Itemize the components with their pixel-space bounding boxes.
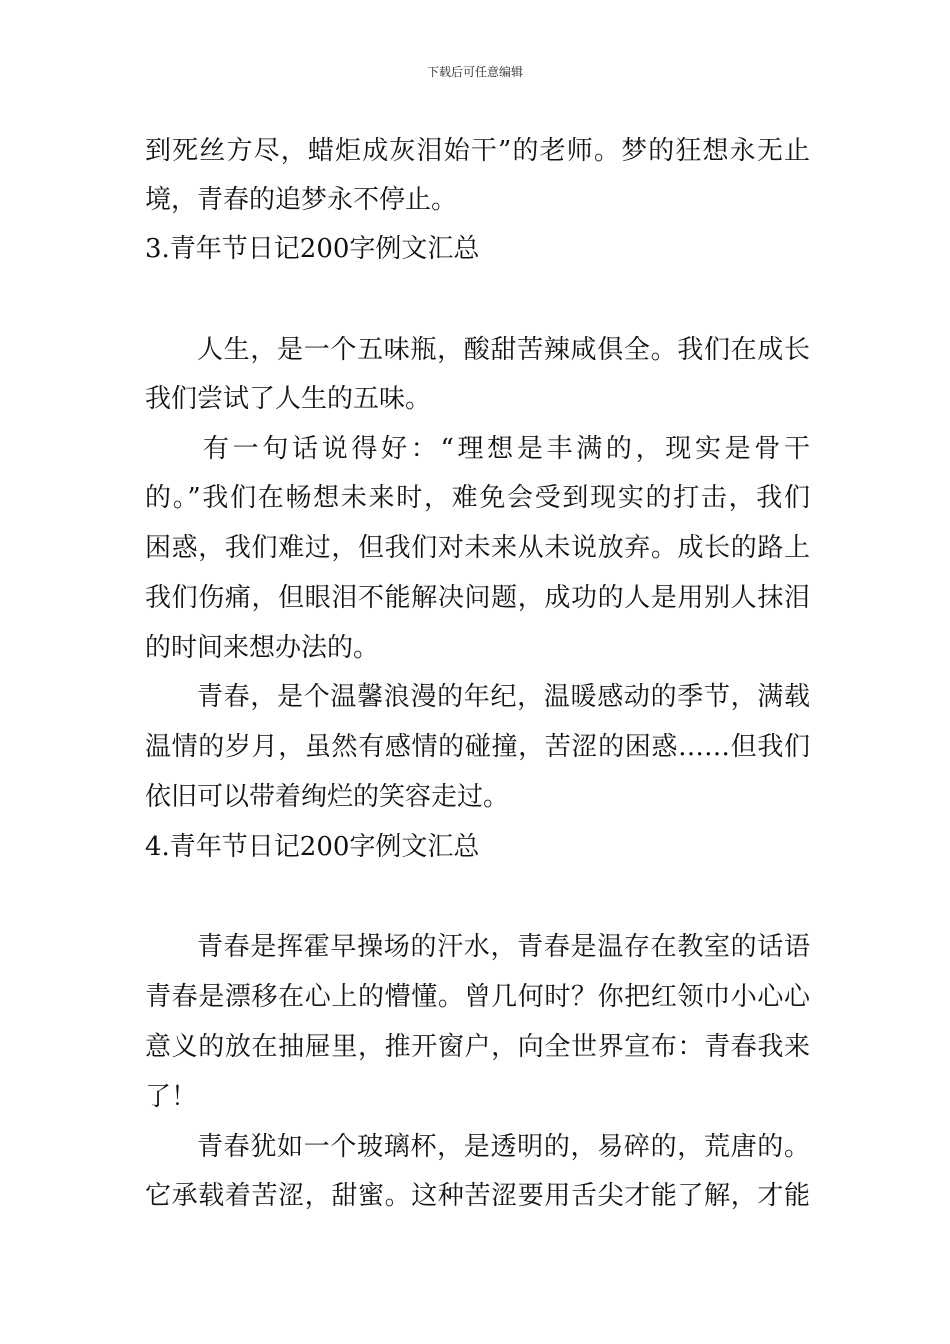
text-line: 人生，是一个五味瓶，酸甜苦辣咸俱全。我们在成长: [197, 335, 810, 365]
text-line: 青春犹如一个玻璃杯，是透明的，易碎的，荒唐的。: [197, 1132, 810, 1162]
section-heading-4: 4.青年节日记200字例文汇总: [145, 832, 480, 862]
text-line: 了！: [145, 1082, 198, 1112]
text-line: 我们伤痛，但眼泪不能解决问题，成功的人是用别人抹泪: [145, 583, 810, 613]
text-line: 的。”我们在畅想未来时，难免会受到现实的打击，我们: [145, 483, 810, 513]
section-heading-3: 3.青年节日记200字例文汇总: [145, 234, 480, 264]
text-line: 境，青春的追梦永不停止。: [145, 185, 458, 215]
text-line: 它承载着苦涩，甜蜜。这种苦涩要用舌尖才能了解，才能: [145, 1181, 810, 1211]
text-line: 温情的岁月，虽然有感情的碰撞，苦涩的困惑……但我们: [145, 732, 810, 762]
text-line: 困惑，我们难过，但我们对未来从未说放弃。成长的路上: [145, 533, 810, 563]
text-line: 意义的放在抽屉里，推开窗户，向全世界宣布：青春我来: [145, 1032, 810, 1062]
text-line: 有一句话说得好：“理想是丰满的，现实是骨干: [203, 434, 810, 464]
text-line: 青春是挥霍早操场的汗水，青春是温存在教室的话语: [197, 932, 810, 962]
text-line: 到死丝方尽，蜡炬成灰泪始干”的老师。梦的狂想永无止: [145, 136, 810, 166]
text-line: 依旧可以带着绚烂的笑容走过。: [145, 782, 510, 812]
text-line: 的时间来想办法的。: [145, 633, 380, 663]
text-line: 我们尝试了人生的五味。: [145, 384, 432, 414]
page-header-note: 下载后可任意编辑: [426, 65, 523, 79]
text-line: 青春，是个温馨浪漫的年纪，温暖感动的季节，满载: [197, 682, 810, 712]
text-line: 青春是漂移在心上的懵懂。曾几何时？你把红领巾小心心: [145, 982, 810, 1012]
